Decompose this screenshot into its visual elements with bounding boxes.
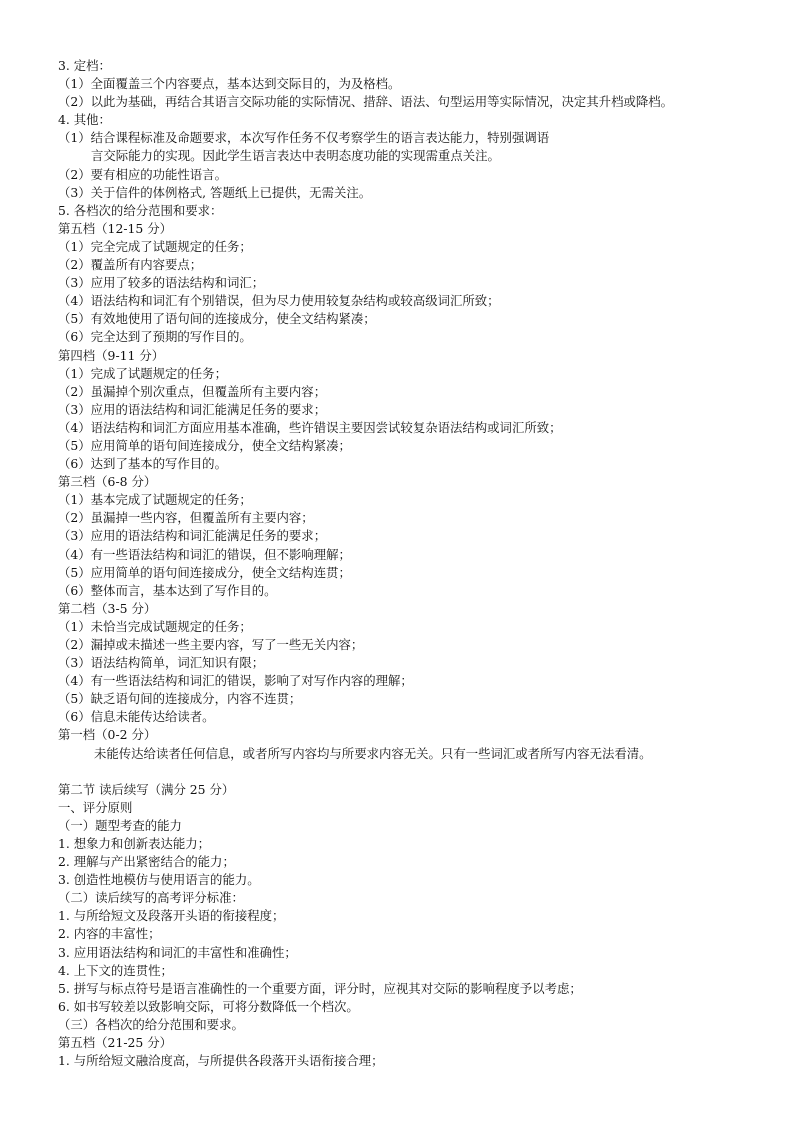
grade-5-item: （4）语法结构和词汇有个别错误，但为尽力使用较复杂结构或较高级词汇所致； bbox=[58, 293, 500, 309]
section-4-item: （3）关于信件的体例格式, 答题纸上已提供，无需关注。 bbox=[58, 184, 372, 200]
grade-5-item: （1）完全完成了试题规定的任务； bbox=[58, 238, 252, 254]
grade-4-item: （4）语法结构和词汇方面应用基本准确，些许错误主要因尝试较复杂语法结构或词汇所致； bbox=[58, 419, 562, 435]
principle-title: 一、评分原则 bbox=[58, 799, 133, 815]
grade-1-text: 未能传达给读者任何信息，或者所写内容均与所要求内容无关。只有一些词汇或者所写内容无法看清。 bbox=[94, 745, 652, 761]
grade-3-item: （4）有一些语法结构和词汇的错误，但不影响理解； bbox=[58, 546, 351, 562]
grade-3-item: （6）整体而言，基本达到了写作目的。 bbox=[58, 582, 277, 598]
ability-item: 2. 理解与产出紧密结合的能力； bbox=[58, 854, 235, 870]
grade-2-item: （4）有一些语法结构和词汇的错误，影响了对写作内容的理解； bbox=[58, 673, 413, 689]
grade-1-title: 第一档（0-2 分） bbox=[58, 727, 157, 743]
standard-item: 3. 应用语法结构和词汇的丰富性和准确性； bbox=[58, 944, 297, 960]
grade-2-item: （3）语法结构简单，词汇知识有限； bbox=[58, 655, 265, 671]
part2-grade-5-title: 第五档（21-25 分） bbox=[58, 1034, 173, 1050]
standard-title: （二）读后续写的高考评分标准： bbox=[58, 890, 244, 906]
grade-5-item: （2）覆盖所有内容要点； bbox=[58, 257, 203, 273]
grade-4-item: （6）达到了基本的写作目的。 bbox=[58, 456, 227, 472]
section-5-title: 5. 各档次的给分范围和要求： bbox=[58, 202, 223, 218]
section-3-item: （2）以此为基础，再结合其语言交际功能的实际情况、措辞、语法、句型运用等实际情况，决定其升档或降档。 bbox=[58, 94, 674, 110]
grade-2-item: （1）未恰当完成试题规定的任务； bbox=[58, 618, 252, 634]
standard-item: 5. 拼写与标点符号是语言准确性的一个重要方面，评分时，应视其对交际的影响程度予以考虑； bbox=[58, 980, 582, 996]
part2-grade-5-item: 1. 与所给短文融洽度高，与所提供各段落开头语衔接合理； bbox=[58, 1053, 384, 1069]
grade-2-title: 第二档（3-5 分） bbox=[58, 600, 157, 616]
ability-item: 3. 创造性地模仿与使用语言的能力。 bbox=[58, 872, 260, 888]
grade-3-item: （2）虽漏掉一些内容，但覆盖所有主要内容； bbox=[58, 510, 314, 526]
grade-4-item: （3）应用的语法结构和词汇能满足任务的要求； bbox=[58, 401, 327, 417]
range-title: （三）各档次的给分范围和要求。 bbox=[58, 1016, 244, 1032]
section-spacer bbox=[58, 763, 758, 781]
section-4-item-continuation: 言交际能力的实现。因此学生语言表达中表明态度功能的实现需重点关注。 bbox=[91, 148, 500, 164]
ability-item: 1. 想象力和创新表达能力； bbox=[58, 835, 211, 851]
section-4-item: （1）结合课程标准及命题要求，本次写作任务不仅考察学生的语言表达能力，特别强调语 bbox=[58, 130, 550, 146]
grade-2-item: （6）信息未能传达给读者。 bbox=[58, 709, 215, 725]
grade-4-item: （5）应用简单的语句间连接成分，使全文结构紧凑； bbox=[58, 437, 351, 453]
grade-5-title: 第五档（12-15 分） bbox=[58, 220, 173, 236]
standard-item: 1. 与所给短文及段落开头语的衔接程度； bbox=[58, 908, 285, 924]
section-4-item: （2）要有相应的功能性语言。 bbox=[58, 166, 227, 182]
grade-2-item: （2）漏掉或未描述一些主要内容，写了一些无关内容； bbox=[58, 637, 364, 652]
standard-item: 4. 上下文的连贯性； bbox=[58, 962, 173, 978]
grade-3-item: （1）基本完成了试题规定的任务； bbox=[58, 492, 252, 508]
grade-5-item: （6）完全达到了预期的写作目的。 bbox=[58, 329, 252, 345]
document-page bbox=[58, 57, 758, 1070]
grade-4-item: （2）虽漏掉个别次重点，但覆盖所有主要内容； bbox=[58, 383, 327, 399]
section-4-title: 4. 其他： bbox=[58, 112, 111, 128]
grade-3-item: （3）应用的语法结构和词汇能满足任务的要求； bbox=[58, 528, 327, 544]
standard-item: 2. 内容的丰富性； bbox=[58, 926, 161, 942]
section-3-item: （1）全面覆盖三个内容要点，基本达到交际目的，为及格档。 bbox=[58, 76, 401, 92]
grade-5-item: （3）应用了较多的语法结构和词汇； bbox=[58, 275, 265, 291]
grade-3-item: （5）应用简单的语句间连接成分，使全文结构连贯； bbox=[58, 564, 351, 580]
section-3-title: 3. 定档： bbox=[58, 58, 111, 73]
ability-title: （一）题型考查的能力 bbox=[58, 817, 182, 833]
grade-4-item: （1）完成了试题规定的任务； bbox=[58, 365, 227, 381]
standard-item: 6. 如书写较差以致影响交际，可将分数降低一个档次。 bbox=[58, 998, 359, 1014]
grade-3-title: 第三档（6-8 分） bbox=[58, 474, 157, 490]
grade-2-item: （5）缺乏语句间的连接成分，内容不连贯； bbox=[58, 691, 302, 707]
section-2-title: 第二节 读后续写（满分 25 分） bbox=[58, 781, 235, 797]
grade-4-title: 第四档（9-11 分） bbox=[58, 347, 165, 363]
grade-5-item: （5）有效地使用了语句间的连接成分，使全文结构紧凑； bbox=[58, 311, 376, 327]
